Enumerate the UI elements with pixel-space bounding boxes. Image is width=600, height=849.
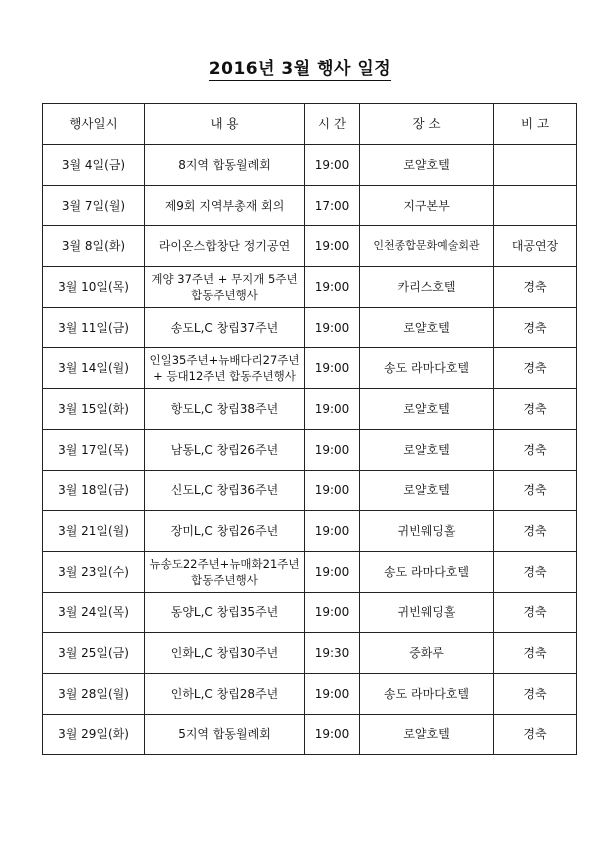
event-time: 19:00	[305, 145, 360, 186]
table-row	[43, 307, 577, 348]
event-date: 3월 11일(금)	[43, 307, 145, 348]
event-content: 8지역 합동월례회	[145, 145, 305, 186]
document-title-text: 2016년 3월 행사 일정	[208, 59, 392, 79]
header-date: 행사일시	[43, 104, 145, 145]
event-date: 3월 18일(금)	[43, 470, 145, 511]
event-note: 경축	[494, 673, 577, 714]
event-time: 19:00	[305, 307, 360, 348]
event-place: 귀빈웨딩홀	[360, 592, 494, 633]
event-time: 19:00	[305, 267, 360, 308]
event-note: 경축	[494, 551, 577, 592]
event-content: 라이온스합창단 정기공연	[145, 226, 305, 267]
event-place: 로얄호텔	[360, 145, 494, 186]
event-note: 대공연장	[494, 226, 577, 267]
table-row	[43, 348, 577, 389]
event-note: 경축	[494, 470, 577, 511]
event-place: 로얄호텔	[360, 389, 494, 430]
table-row	[43, 429, 577, 470]
event-place: 카리스호텔	[360, 267, 494, 308]
event-content: 제9회 지역부총재 회의	[145, 185, 305, 226]
event-date: 3월 14일(월)	[43, 348, 145, 389]
event-content: 5지역 합동월례회	[145, 714, 305, 755]
event-content: 동양L,C 창립35주년	[145, 592, 305, 633]
event-time: 19:30	[305, 633, 360, 674]
event-place: 로얄호텔	[360, 307, 494, 348]
event-date: 3월 21일(월)	[43, 511, 145, 552]
event-note: 경축	[494, 389, 577, 430]
event-date: 3월 4일(금)	[43, 145, 145, 186]
event-time: 17:00	[305, 185, 360, 226]
table-row	[43, 714, 577, 755]
event-content: 계양 37주년 + 무지개 5주년 합동주년행사	[145, 267, 305, 308]
event-time: 19:00	[305, 226, 360, 267]
table-row	[43, 592, 577, 633]
event-date: 3월 17일(목)	[43, 429, 145, 470]
event-note	[494, 185, 577, 226]
header-place: 장 소	[360, 104, 494, 145]
table-row	[43, 145, 577, 186]
event-date: 3월 15일(화)	[43, 389, 145, 430]
event-content: 남동L,C 창립26주년	[145, 429, 305, 470]
event-place: 로얄호텔	[360, 714, 494, 755]
event-note: 경축	[494, 714, 577, 755]
event-date: 3월 8일(화)	[43, 226, 145, 267]
event-place: 인천종합문화예술회관	[360, 226, 494, 267]
event-place: 송도 라마다호텔	[360, 673, 494, 714]
event-content: 송도L,C 창립37주년	[145, 307, 305, 348]
event-time: 19:00	[305, 551, 360, 592]
event-place: 지구본부	[360, 185, 494, 226]
event-note	[494, 145, 577, 186]
table-header-row	[43, 104, 577, 145]
event-time: 19:00	[305, 470, 360, 511]
event-content: 인하L,C 창립28주년	[145, 673, 305, 714]
event-time: 19:00	[305, 673, 360, 714]
event-place: 송도 라마다호텔	[360, 348, 494, 389]
event-content: 항도L,C 창립38주년	[145, 389, 305, 430]
table-row	[43, 267, 577, 308]
event-note: 경축	[494, 633, 577, 674]
header-content: 내 용	[145, 104, 305, 145]
event-date: 3월 10일(목)	[43, 267, 145, 308]
event-content: 인화L,C 창립30주년	[145, 633, 305, 674]
event-date: 3월 28일(월)	[43, 673, 145, 714]
event-note: 경축	[494, 348, 577, 389]
event-time: 19:00	[305, 389, 360, 430]
event-time: 19:00	[305, 714, 360, 755]
event-time: 19:00	[305, 511, 360, 552]
table-row	[43, 551, 577, 592]
event-place: 귀빈웨딩홀	[360, 511, 494, 552]
event-content: 신도L,C 창립36주년	[145, 470, 305, 511]
table-row	[43, 226, 577, 267]
event-time: 19:00	[305, 429, 360, 470]
event-date: 3월 23일(수)	[43, 551, 145, 592]
table-row	[43, 511, 577, 552]
event-time: 19:00	[305, 348, 360, 389]
event-date: 3월 7일(월)	[43, 185, 145, 226]
event-date: 3월 29일(화)	[43, 714, 145, 755]
event-note: 경축	[494, 511, 577, 552]
event-content: 장미L,C 창립26주년	[145, 511, 305, 552]
event-date: 3월 24일(목)	[43, 592, 145, 633]
table-row	[43, 470, 577, 511]
event-place: 로얄호텔	[360, 429, 494, 470]
event-note: 경축	[494, 307, 577, 348]
event-content: 뉴송도22주년+뉴매화21주년 합동주년행사	[145, 551, 305, 592]
table-row	[43, 673, 577, 714]
table-row	[43, 185, 577, 226]
header-note: 비 고	[494, 104, 577, 145]
document-title	[0, 54, 600, 79]
table-row	[43, 633, 577, 674]
event-place: 로얄호텔	[360, 470, 494, 511]
event-date: 3월 25일(금)	[43, 633, 145, 674]
event-content: 인일35주년+뉴배다리27주년+ 등대12주년 합동주년행사	[145, 348, 305, 389]
event-note: 경축	[494, 267, 577, 308]
event-place: 송도 라마다호텔	[360, 551, 494, 592]
event-note: 경축	[494, 429, 577, 470]
event-schedule-table	[42, 103, 577, 755]
event-time: 19:00	[305, 592, 360, 633]
event-place: 중화루	[360, 633, 494, 674]
table-row	[43, 389, 577, 430]
event-note: 경축	[494, 592, 577, 633]
header-time: 시 간	[305, 104, 360, 145]
